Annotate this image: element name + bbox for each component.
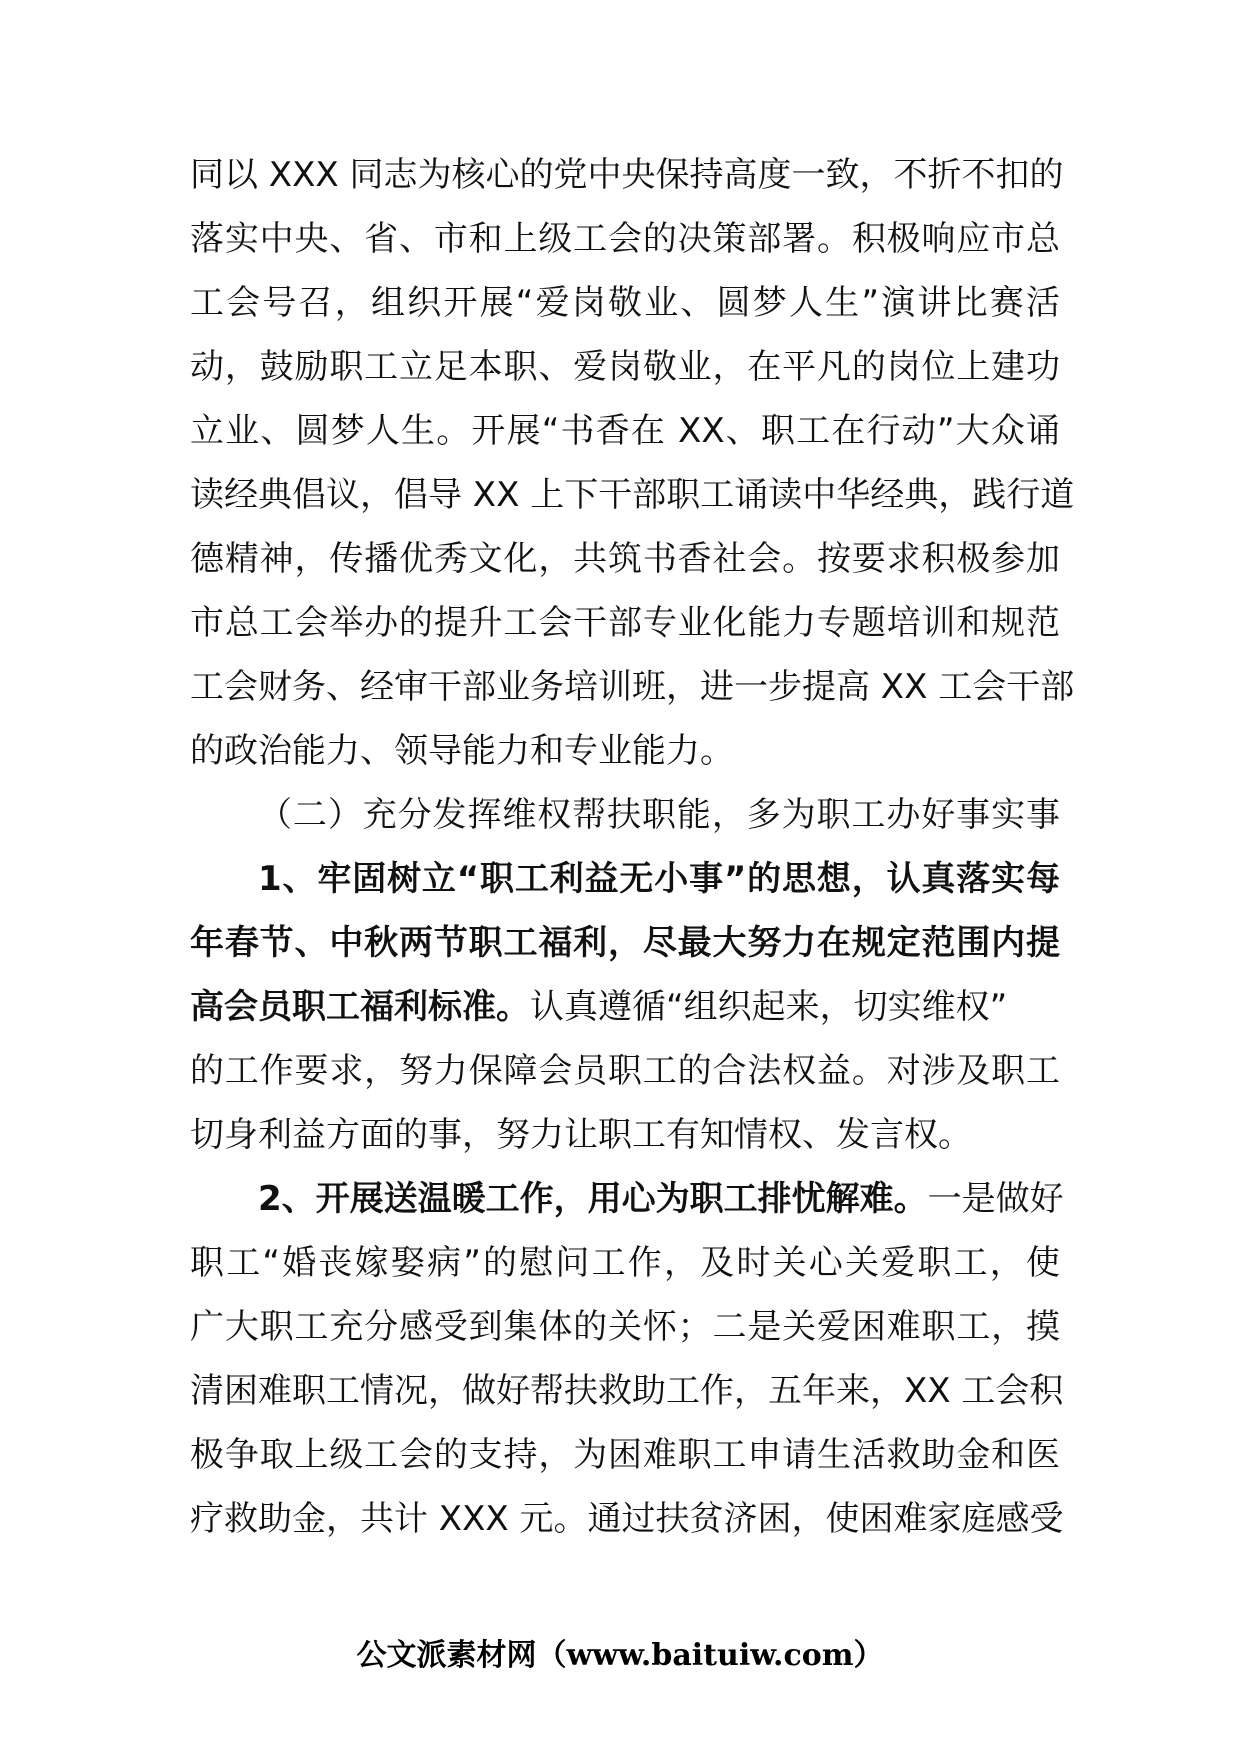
item-1-text-start: 认真遵循“组织起来，切实维权” xyxy=(530,987,1008,1027)
body-line-6: 读经典倡议，倡导 XX 上下干部职工诵读中华经典，践行道 xyxy=(190,475,1075,515)
body-line-5: 立业、圆梦人生。开展“书香在 XX、职工在行动”大众诵 xyxy=(190,411,1060,451)
body-line-2: 落实中央、省、市和上级工会的决策部署。积极响应市总 xyxy=(190,219,1060,259)
item-2-heading: 2、开展送温暖工作，用心为职工排忧解难。 xyxy=(258,1179,928,1219)
item-1-line-3 xyxy=(190,975,1060,1039)
item-1-heading-line-2: 年春节、中秋两节职工福利，尽最大努力在规定范围内提 xyxy=(190,923,1060,963)
body-line-9: 工会财务、经审干部业务培训班，进一步提高 XX 工会干部 xyxy=(190,667,1075,707)
item-1-line-4: 的工作要求，努力保障会员职工的合法权益。对涉及职工 xyxy=(190,1051,1060,1091)
body-line-10: 的政治能力、领导能力和专业能力。 xyxy=(190,731,734,771)
body-line-4: 动，鼓励职工立足本职、爱岗敬业，在平凡的岗位上建功 xyxy=(190,347,1060,387)
item-2-line-5: 极争取上级工会的支持，为困难职工申请生活救助金和医 xyxy=(190,1435,1060,1475)
item-2-line-6: 疗救助金，共计 XXX 元。通过扶贫济困，使困难家庭感受 xyxy=(190,1499,1064,1539)
body-line-1: 同以 XXX 同志为核心的党中央保持高度一致，不折不扣的 xyxy=(190,155,1064,195)
section-heading: （二）充分发挥维权帮扶职能，多为职工办好事实事 xyxy=(258,795,1060,835)
item-1-line-5: 切身利益方面的事，努力让职工有知情权、发言权。 xyxy=(190,1115,972,1155)
item-1-heading-line-1: 1、牢固树立“职工利益无小事”的思想，认真落实每 xyxy=(258,859,1060,899)
footer-watermark: 公文派素材网（www.baituiw.com） xyxy=(356,1638,884,1673)
item-2-line-2: 职工“婚丧嫁娶病”的慰问工作，及时关心关爱职工，使 xyxy=(190,1243,1060,1283)
body-line-8: 市总工会举办的提升工会干部专业化能力专题培训和规范 xyxy=(190,603,1060,643)
body-line-3: 工会号召，组织开展“爱岗敬业、圆梦人生”演讲比赛活 xyxy=(190,283,1060,323)
item-2-line-4: 清困难职工情况，做好帮扶救助工作，五年来，XX 工会积 xyxy=(190,1371,1064,1411)
item-2-line-1 xyxy=(258,1167,1064,1231)
item-2-text-start: 一是做好 xyxy=(927,1179,1064,1219)
item-2-line-3: 广大职工充分感受到集体的关怀；二是关爱困难职工，摸 xyxy=(190,1307,1060,1347)
item-1-heading-end: 高会员职工福利标准。 xyxy=(190,987,530,1027)
body-line-7: 德精神，传播优秀文化，共筑书香社会。按要求积极参加 xyxy=(190,539,1060,579)
